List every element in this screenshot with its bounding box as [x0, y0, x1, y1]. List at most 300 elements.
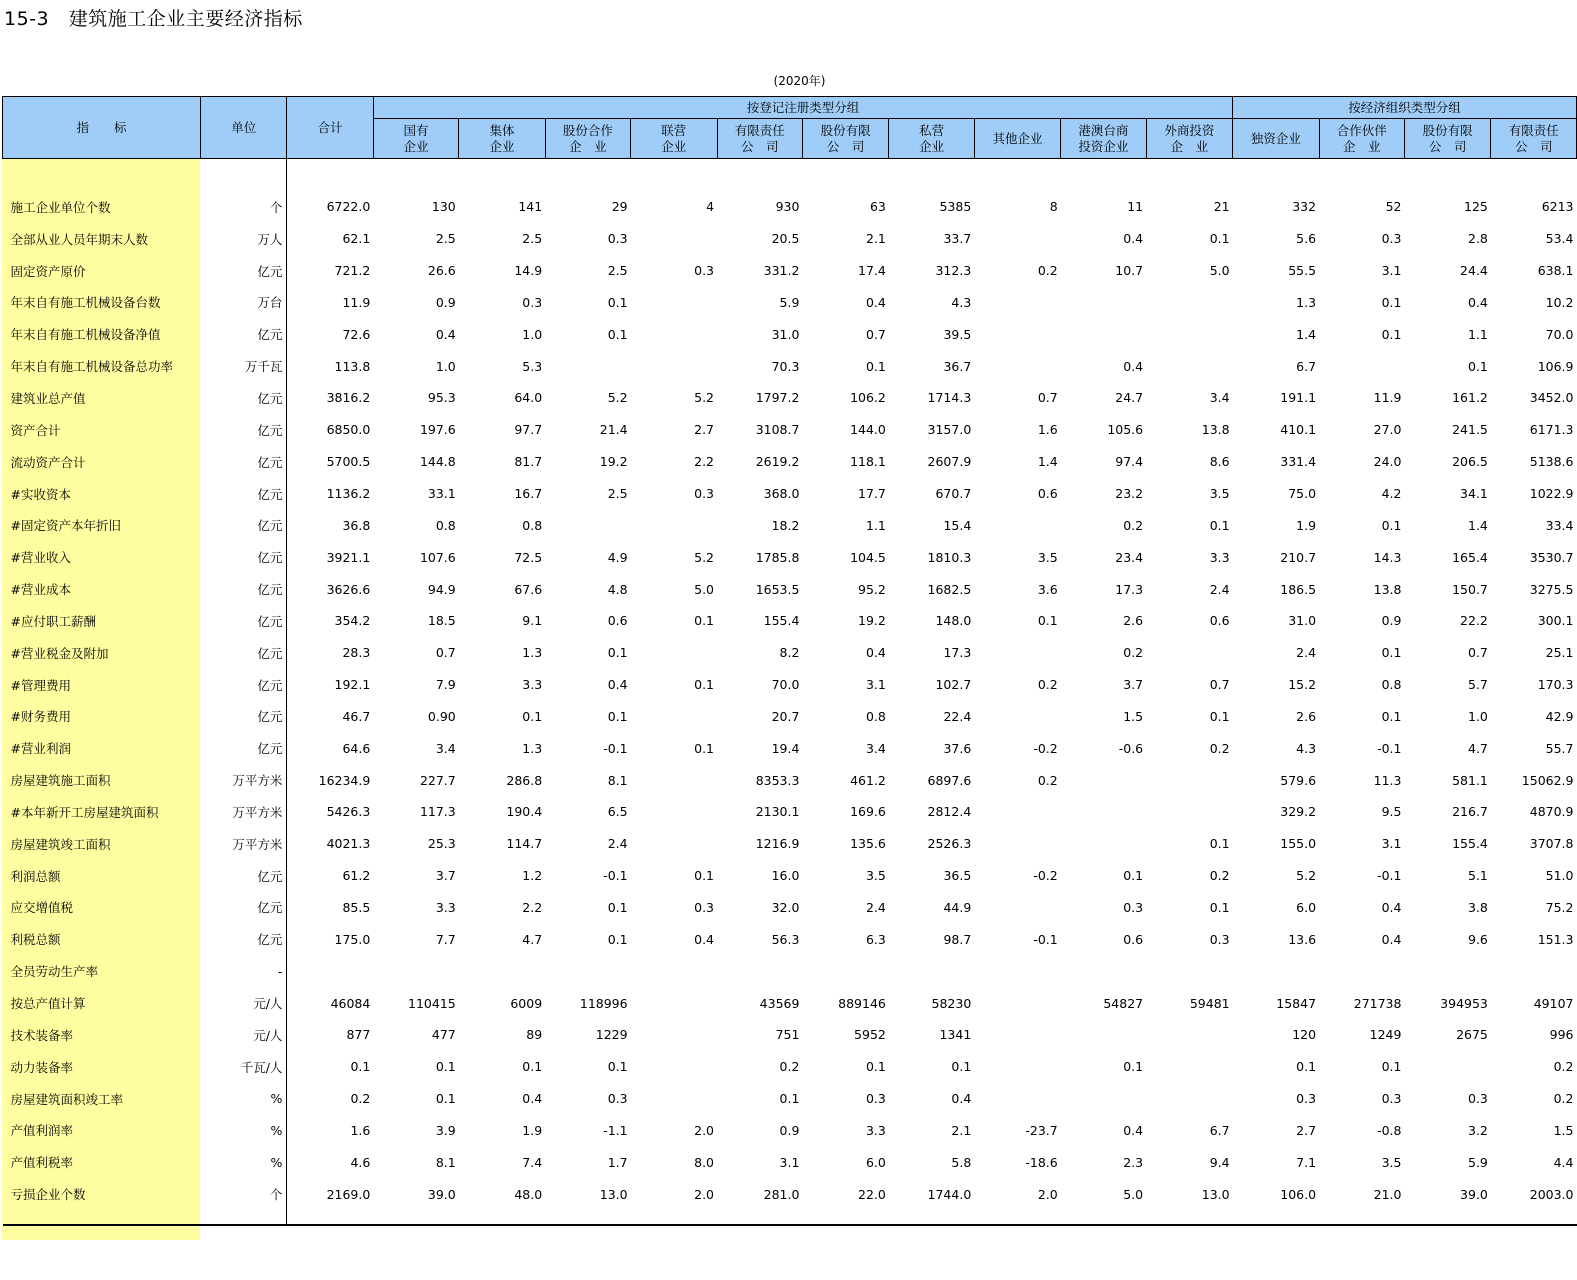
table-row [3, 541, 1577, 573]
table-row [3, 255, 1577, 287]
row-value: 0.3 [607, 231, 628, 247]
row-indicator: 年末自有施工机械设备净值 [10, 327, 161, 343]
row-value: 1653.5 [755, 581, 800, 597]
row-value: 0.3 [607, 1091, 628, 1107]
header-col-line1: 外商投资 [1164, 122, 1215, 138]
row-value: 1714.3 [927, 390, 972, 406]
row-value: 9.6 [1468, 931, 1488, 947]
row-value: 1682.5 [927, 581, 972, 597]
row-value: 2607.9 [927, 454, 972, 470]
row-value: 5138.6 [1529, 454, 1574, 470]
row-value: 155.4 [763, 613, 800, 629]
row-value: 0.2 [1037, 772, 1058, 788]
row-value: 7.1 [1296, 1154, 1317, 1170]
header-col-11 [1319, 119, 1404, 159]
row-value: 25.1 [1545, 645, 1574, 661]
row-value: -1.1 [603, 1122, 628, 1138]
row-value: 15062.9 [1521, 772, 1574, 788]
row-value: 0.1 [779, 1091, 800, 1107]
row-value [889, 955, 974, 987]
row-value: 89 [526, 1027, 543, 1043]
row-value: 1.4 [1468, 517, 1488, 533]
row-value: 31.0 [771, 326, 800, 342]
row-value [802, 955, 888, 987]
row-value: 0.4 [1123, 1122, 1144, 1138]
row-value: 11.3 [1373, 772, 1402, 788]
header-col-line2: 企 业 [569, 138, 607, 154]
row-value: 151.3 [1537, 931, 1574, 947]
row-value: 8.1 [435, 1154, 456, 1170]
row-value [631, 350, 717, 382]
table-row [3, 1051, 1577, 1083]
row-value: 0.1 [1209, 836, 1230, 852]
header-col-9 [1146, 119, 1233, 159]
row-value: 8 [1049, 199, 1058, 215]
spacer-row [3, 159, 1577, 192]
row-value [1061, 955, 1146, 987]
row-value: 6.5 [607, 804, 628, 820]
row-value: 13.8 [1373, 581, 1402, 597]
row-value: 10.7 [1115, 263, 1144, 279]
row-value: -0.8 [1377, 1122, 1402, 1138]
table-row [3, 191, 1577, 223]
row-value: 0.1 [1123, 868, 1144, 884]
row-unit: 万平方米 [200, 828, 286, 860]
row-value: 0.4 [1123, 231, 1144, 247]
spacer-cell [373, 159, 458, 192]
row-value: 3.3 [865, 1122, 886, 1138]
row-value: 329.2 [1280, 804, 1317, 820]
row-value: 107.6 [419, 549, 456, 565]
row-value: 0.2 [1553, 1091, 1574, 1107]
row-indicator: #实收资本 [10, 486, 71, 502]
row-value: -18.6 [1025, 1154, 1058, 1170]
row-total: 11.9 [287, 287, 373, 319]
row-value: 889146 [838, 995, 886, 1011]
row-total: 0.2 [287, 1083, 373, 1115]
row-total [287, 955, 373, 987]
row-value: 186.5 [1280, 581, 1317, 597]
row-value: 4.7 [522, 931, 543, 947]
row-value: 0.1 [694, 613, 715, 629]
row-value: 33.4 [1545, 517, 1574, 533]
row-value: 0.4 [951, 1091, 972, 1107]
table-row [3, 732, 1577, 764]
row-value: 5.3 [522, 358, 543, 374]
row-value: 2.6 [1296, 708, 1317, 724]
row-value: 197.6 [419, 422, 456, 438]
row-value: 1.5 [1553, 1122, 1574, 1138]
row-total: 3816.2 [287, 382, 373, 414]
row-value: 11.9 [1373, 390, 1402, 406]
row-value: 4.3 [951, 294, 972, 310]
row-value [974, 1051, 1060, 1083]
row-value [631, 828, 717, 860]
row-value: 477 [431, 1027, 456, 1043]
spacer-cell [200, 159, 286, 192]
row-total: 5426.3 [287, 796, 373, 828]
row-value: 3.5 [1037, 549, 1058, 565]
row-value: 2526.3 [927, 836, 972, 852]
row-value: 44.9 [943, 899, 972, 915]
row-value: 13.6 [1288, 931, 1317, 947]
row-value: 2.2 [522, 899, 543, 915]
spacer-cell [1319, 1210, 1404, 1225]
row-value: 9.4 [1209, 1154, 1230, 1170]
spacer-row [3, 1210, 1577, 1225]
row-value: 996 [1549, 1027, 1574, 1043]
row-value: 0.4 [865, 294, 886, 310]
row-value: 22.0 [858, 1186, 886, 1202]
row-value: 271738 [1353, 995, 1402, 1011]
row-value: 1.4 [1037, 454, 1058, 470]
row-value: 2.4 [865, 899, 886, 915]
row-indicator: 按总产值计算 [10, 996, 86, 1012]
row-value: 9.5 [1381, 804, 1402, 820]
row-value [974, 1083, 1060, 1115]
spacer-cell [802, 1210, 888, 1225]
table-row [3, 509, 1577, 541]
row-value: 2.4 [1296, 645, 1317, 661]
row-value: 95.2 [858, 581, 886, 597]
row-value: 104.5 [850, 549, 886, 565]
row-value: 5.2 [1296, 868, 1317, 884]
row-value: 1.9 [522, 1122, 543, 1138]
year-caption: (2020年) [773, 74, 826, 88]
row-unit: 亿元 [200, 446, 286, 478]
row-value: 241.5 [1452, 422, 1488, 438]
row-value: 36.7 [943, 358, 972, 374]
table-row [3, 1146, 1577, 1178]
header-col-line2: 企 业 [1343, 138, 1381, 154]
row-value: 63 [869, 199, 886, 215]
row-total: 62.1 [287, 223, 373, 255]
row-indicator: 亏损企业个数 [10, 1187, 86, 1203]
row-value: 0.1 [435, 1059, 456, 1075]
row-value: 1.4 [1296, 326, 1317, 342]
row-value: 3.1 [1381, 836, 1402, 852]
row-total: 3921.1 [287, 541, 373, 573]
row-value: 22.4 [943, 708, 972, 724]
row-value: 2.7 [1296, 1122, 1317, 1138]
row-value: 0.9 [1381, 613, 1402, 629]
table-row [3, 1083, 1577, 1115]
row-value: 1785.8 [755, 549, 800, 565]
row-value: 169.6 [850, 804, 886, 820]
header-unit: 单位 [200, 97, 286, 159]
row-value: 3.3 [522, 677, 543, 693]
row-value: 3.7 [435, 868, 456, 884]
row-value: 33.1 [427, 486, 456, 502]
row-unit: 元/人 [200, 1019, 286, 1051]
spacer-cell [459, 159, 545, 192]
row-value: 6.7 [1209, 1122, 1230, 1138]
row-unit: 万平方米 [200, 764, 286, 796]
row-value: 6009 [510, 995, 543, 1011]
row-value: 22.2 [1460, 613, 1488, 629]
row-value: 13.0 [599, 1186, 628, 1202]
row-indicator: 年末自有施工机械设备台数 [10, 295, 161, 311]
row-value: 2.5 [435, 231, 456, 247]
row-value: 7.7 [435, 931, 456, 947]
row-unit: 亿元 [200, 637, 286, 669]
header-col-13 [1491, 119, 1577, 159]
row-unit: 元/人 [200, 987, 286, 1019]
row-value: 10.2 [1545, 294, 1574, 310]
row-total: 113.8 [287, 350, 373, 382]
row-value [373, 955, 458, 987]
row-value: 0.6 [1037, 486, 1058, 502]
spacer-cell [802, 159, 888, 192]
row-value: 0.7 [435, 645, 456, 661]
row-indicator: 产值利润率 [10, 1123, 74, 1139]
row-value: 0.3 [1123, 899, 1144, 915]
spacer-cell [287, 159, 373, 192]
row-value: 4.3 [1296, 740, 1317, 756]
row-total: 354.2 [287, 605, 373, 637]
row-value: 1.5 [1123, 708, 1144, 724]
header-col-line2: 企业 [919, 138, 945, 154]
row-value: 70.0 [771, 677, 800, 693]
row-value: 13.0 [1201, 1186, 1230, 1202]
row-value: 0.7 [1468, 645, 1488, 661]
header-col-line1: 港澳台商 [1078, 122, 1129, 138]
row-value: 227.7 [419, 772, 456, 788]
row-value: 0.1 [865, 358, 886, 374]
row-value: 1797.2 [755, 390, 800, 406]
row-total: 85.5 [287, 892, 373, 924]
row-value [974, 955, 1060, 987]
table-row [3, 955, 1577, 987]
row-indicator: #固定资产本年折旧 [10, 518, 121, 534]
row-indicator: 技术装备率 [10, 1027, 74, 1043]
row-value [1146, 1051, 1233, 1083]
table-row [3, 1114, 1577, 1146]
row-unit: 亿元 [200, 318, 286, 350]
row-value: 2.6 [1123, 613, 1144, 629]
header-col-line1: 股份有限 [1422, 122, 1473, 138]
row-value: 638.1 [1537, 263, 1574, 279]
row-value: -23.7 [1025, 1122, 1058, 1138]
row-value: 14.3 [1373, 549, 1402, 565]
row-value: 31.0 [1288, 613, 1317, 629]
row-value: 581.1 [1452, 772, 1488, 788]
table-row [3, 318, 1577, 350]
row-value: 2.7 [694, 422, 715, 438]
row-unit: 亿元 [200, 478, 286, 510]
row-unit: 亿元 [200, 923, 286, 955]
row-value: 5.2 [607, 390, 628, 406]
row-value: 27.0 [1373, 422, 1402, 438]
row-value: 1.3 [522, 645, 543, 661]
spacer-cell [287, 1210, 373, 1225]
row-value: 3.7 [1123, 677, 1144, 693]
row-value: 0.4 [694, 931, 715, 947]
row-value: 1.1 [1468, 326, 1488, 342]
row-value: 39.0 [1460, 1186, 1488, 1202]
row-unit: 亿元 [200, 573, 286, 605]
row-value: 155.4 [1452, 836, 1488, 852]
row-value: 0.4 [435, 326, 456, 342]
spacer-cell [545, 159, 630, 192]
row-value: 0.1 [607, 931, 628, 947]
row-value: 155.0 [1280, 836, 1317, 852]
row-total: 721.2 [287, 255, 373, 287]
row-value: 4 [706, 199, 715, 215]
row-value: 49107 [1533, 995, 1574, 1011]
row-value: 0.7 [865, 326, 886, 342]
header-col-line1: 私营 [919, 122, 945, 138]
header-col-line2: 企 业 [1170, 138, 1209, 154]
row-value: 67.6 [514, 581, 543, 597]
row-value: 8.2 [779, 645, 800, 661]
row-value: 0.1 [1468, 358, 1488, 374]
row-value: 13.8 [1201, 422, 1230, 438]
row-value: 23.4 [1115, 549, 1144, 565]
row-value: 6.0 [1296, 899, 1317, 915]
row-value [974, 1019, 1060, 1051]
row-value [545, 955, 630, 987]
spacer-cell [1404, 1210, 1490, 1225]
spacer-cell [631, 159, 717, 192]
row-value: 2003.0 [1529, 1186, 1574, 1202]
row-value: 190.4 [506, 804, 543, 820]
row-value [974, 223, 1060, 255]
header-col-line1: 独资企业 [1250, 130, 1301, 146]
row-value [1146, 796, 1233, 828]
header-indicator: 指 标 [3, 97, 201, 159]
table-row [3, 764, 1577, 796]
row-value: 6.0 [865, 1154, 886, 1170]
row-indicator: 全部从业人员年期末人数 [10, 231, 149, 247]
row-value: 0.8 [865, 708, 886, 724]
spacer-cell [1233, 1210, 1319, 1225]
row-value: 0.2 [1037, 263, 1058, 279]
row-value: 8.6 [1209, 454, 1230, 470]
row-value: 3.2 [1468, 1122, 1488, 1138]
row-value: 5.8 [951, 1154, 972, 1170]
row-value [631, 796, 717, 828]
row-unit: 亿元 [200, 669, 286, 701]
row-value: 3.5 [1381, 1154, 1402, 1170]
row-value: 120 [1292, 1027, 1317, 1043]
row-value: 144.0 [850, 422, 886, 438]
row-value: 16.0 [771, 868, 800, 884]
row-total: 2169.0 [287, 1178, 373, 1210]
spacer-cell [3, 1210, 201, 1225]
header-col-line2: 公 司 [1428, 138, 1467, 154]
row-total: 4.6 [287, 1146, 373, 1178]
row-value: 2.5 [607, 263, 628, 279]
header-col-line1: 有限责任 [734, 122, 785, 138]
row-value: 3.5 [865, 868, 886, 884]
row-value: 0.1 [607, 294, 628, 310]
row-value: -0.1 [1377, 740, 1402, 756]
row-value: 24.0 [1373, 454, 1402, 470]
row-value: 1.0 [1468, 708, 1488, 724]
row-value: 5385 [939, 199, 972, 215]
row-value [1146, 764, 1233, 796]
row-value: 2.1 [865, 231, 886, 247]
row-value: -0.2 [1033, 740, 1058, 756]
row-value: 32.0 [771, 899, 800, 915]
row-value: 4.8 [607, 581, 628, 597]
header-col-1 [459, 119, 545, 159]
row-unit: 亿元 [200, 605, 286, 637]
header-col-8 [1061, 119, 1146, 159]
row-value: 114.7 [506, 836, 543, 852]
row-value: 206.5 [1452, 454, 1488, 470]
row-value: 0.2 [1123, 645, 1144, 661]
row-value: 0.1 [1381, 517, 1402, 533]
spacer-cell [974, 1210, 1060, 1225]
row-value [974, 892, 1060, 924]
row-value: 34.1 [1460, 486, 1488, 502]
row-total: 28.3 [287, 637, 373, 669]
row-value: 165.4 [1452, 549, 1488, 565]
row-value: 0.1 [607, 899, 628, 915]
row-indicator: 应交增值税 [10, 900, 74, 916]
table-body [3, 159, 1577, 1226]
row-value: 0.1 [1381, 1059, 1402, 1075]
row-value: 1.9 [1296, 517, 1317, 533]
row-value: 17.7 [858, 486, 886, 502]
row-value [631, 287, 717, 319]
table-row [3, 669, 1577, 701]
row-value: 18.2 [771, 517, 800, 533]
row-value: 3.5 [1209, 486, 1230, 502]
row-value: -0.2 [1033, 868, 1058, 884]
row-value [974, 701, 1060, 733]
row-value [974, 828, 1060, 860]
row-value: 312.3 [935, 263, 972, 279]
row-value: 0.7 [1209, 677, 1230, 693]
table-row [3, 414, 1577, 446]
row-value: 70.3 [771, 358, 800, 374]
row-value: 39.5 [943, 326, 972, 342]
row-value: 331.4 [1280, 454, 1317, 470]
row-value: 0.3 [1209, 931, 1230, 947]
row-value [974, 509, 1060, 541]
row-value: 4.7 [1468, 740, 1488, 756]
row-value: 1.6 [1037, 422, 1058, 438]
row-unit: 亿元 [200, 255, 286, 287]
row-value: 0.1 [1209, 899, 1230, 915]
row-value: 2.4 [607, 836, 628, 852]
row-unit: 个 [200, 191, 286, 223]
table-row [3, 637, 1577, 669]
row-value: 106.0 [1280, 1186, 1317, 1202]
row-value: 0.1 [694, 868, 715, 884]
row-value: 118.1 [850, 454, 886, 470]
row-indicator: 年末自有施工机械设备总功率 [10, 359, 174, 375]
row-value: 0.1 [694, 677, 715, 693]
row-value: 2812.4 [927, 804, 972, 820]
row-value: 0.3 [694, 899, 715, 915]
spacer-cell [631, 1210, 717, 1225]
header-group-registration: 按登记注册类型分组 [373, 97, 1232, 119]
row-value: 2.2 [694, 454, 715, 470]
row-value: 5.1 [1468, 868, 1488, 884]
row-value: 2130.1 [755, 804, 800, 820]
row-value: 72.5 [514, 549, 543, 565]
table-row [3, 860, 1577, 892]
row-value: 3275.5 [1529, 581, 1574, 597]
spacer-cell [1233, 159, 1319, 192]
row-value: 300.1 [1537, 613, 1574, 629]
row-total: 6850.0 [287, 414, 373, 446]
row-unit: % [200, 1114, 286, 1146]
